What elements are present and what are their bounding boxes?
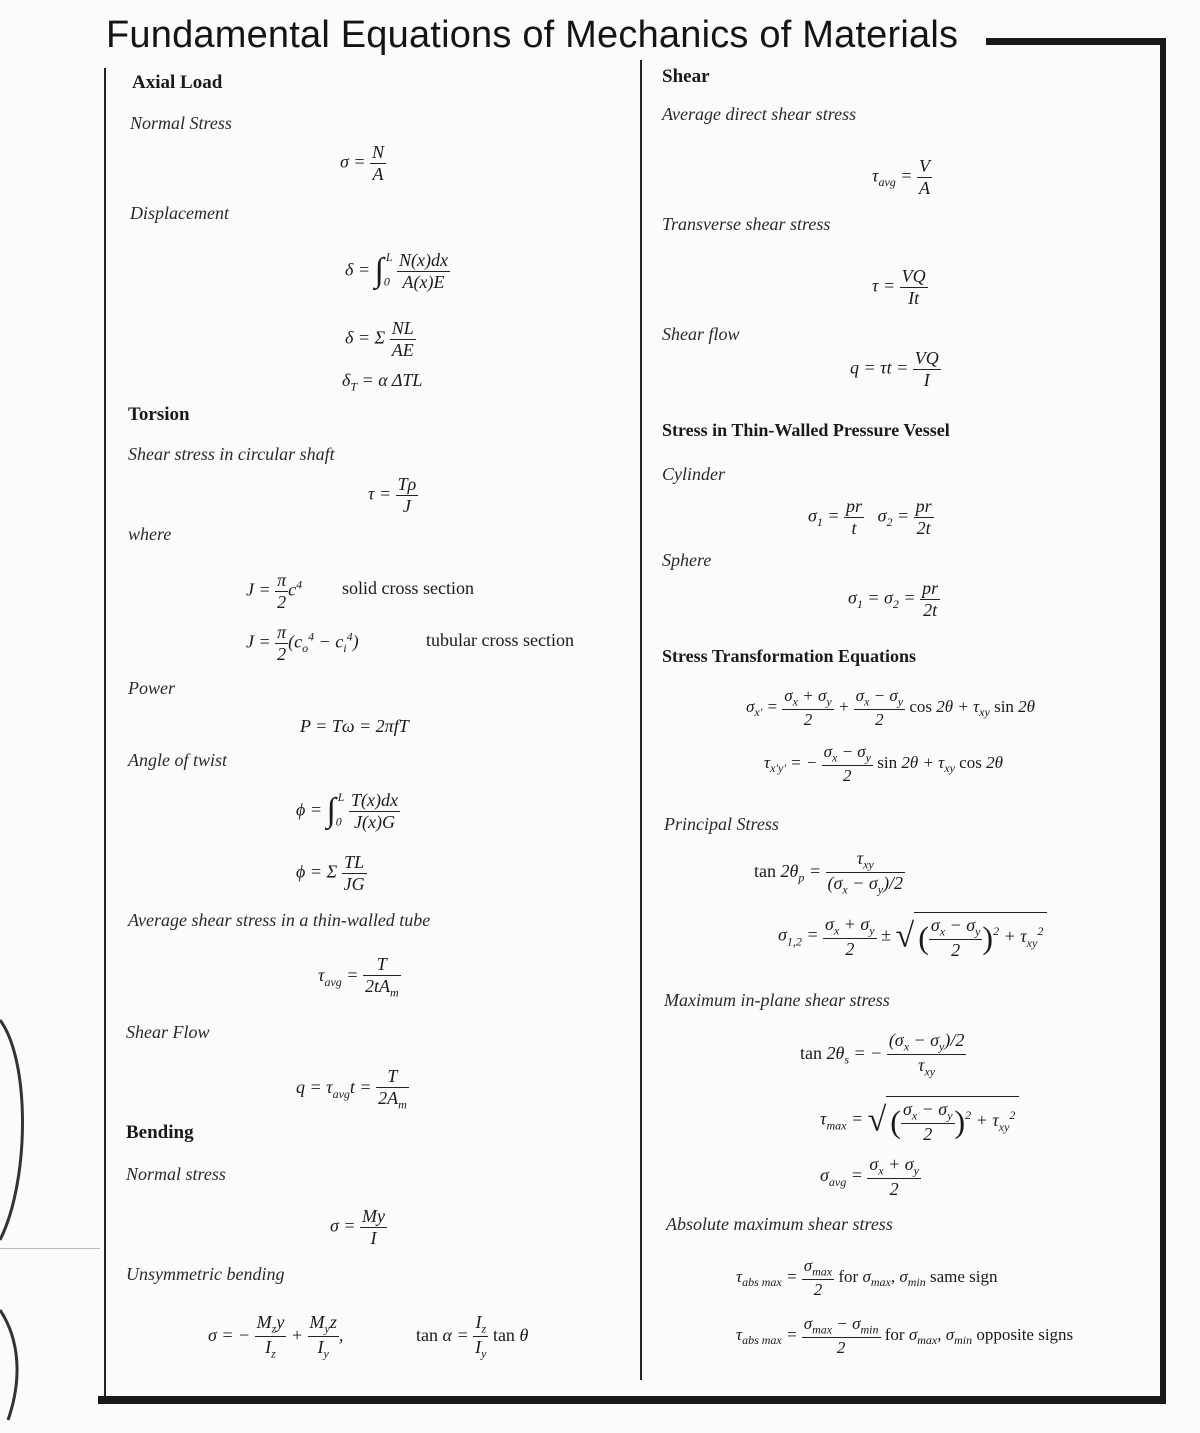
- eq-unsym-bending: σ = − $\frac{M_zy}{I_z}$ + $\frac{M_yz}{I_y}$ ,: [208, 1312, 344, 1361]
- shear-flow-right-label: Shear flow: [662, 324, 740, 344]
- vessel-heading: Stress in Thin-Walled Pressure Vessel: [662, 420, 950, 440]
- angle-twist-label: Angle of twist: [128, 750, 227, 770]
- frame-right: [1160, 38, 1166, 1398]
- opposite-signs-label: opposite signs: [976, 1324, 1074, 1344]
- eq-transform-shear: $\tau_{x'y'}$ = − $\frac{\sigma_x - \sigma_y}{2}$ $\sin 2\theta + \tau_{xy}$ cos 2θ: [764, 742, 1003, 786]
- tubular-label: tubular cross section: [426, 630, 574, 650]
- eq-thermal: $\delta_T = \alpha$ ΔTL: [342, 370, 423, 394]
- eq-angle-integral: $\phi = \int_0^L$ $\frac{T(x)dx}{J(x)G}$: [296, 790, 398, 832]
- eq-neutral-axis: tan α = $\frac{I_z}{I_y}$ tan θ: [416, 1312, 529, 1361]
- transform-heading: Stress Transformation Equations: [662, 646, 917, 666]
- bending-normal-label: Normal stress: [126, 1164, 226, 1184]
- eq-sphere: $\sigma_1 = \sigma_2$ = $\frac{pr}{2t}$: [848, 578, 939, 620]
- avg-direct-label: Average direct shear stress: [662, 104, 857, 124]
- eq-displacement-sum: δ = Σ $\frac{NL}{AE}$: [345, 318, 414, 360]
- cylinder-label: Cylinder: [662, 464, 725, 484]
- eq-torsion-shear: τ = $\frac{T\rho}{J}$: [368, 474, 417, 516]
- eq-normal-stress: σ = $\frac{N}{A}$: [340, 142, 385, 184]
- eq-max-inplane-shear: $\tau_{max}$ = √ ( $\frac{\sigma_x - \sigma_y}{2}$ )$^2 + \tau_{xy}^2$: [820, 1096, 1019, 1145]
- eq-transverse-shear: τ = $\frac{VQ}{It}$: [872, 266, 926, 308]
- power-label: Power: [128, 678, 175, 698]
- normal-stress-label: Normal Stress: [130, 113, 232, 133]
- column-divider: [640, 60, 642, 1380]
- max-inplane-label: Maximum in-plane shear stress: [664, 990, 890, 1010]
- eq-power: P = Tω = 2πfT: [300, 716, 409, 736]
- eq-abs-max-opposite: $\tau_{abs max}$ = $\frac{\sigma_{max} - \sigma_{min}}{2}$ for $\sigma_{max}$, $\sigma_{min}$ opposite signs: [736, 1314, 1074, 1358]
- eq-principal-stress: $\sigma_{1,2}$ = $\frac{\sigma_x + \sigma_y}{2}$ ± √ ( $\frac{\sigma_x - \sigma_y}{2}$ )$^2 + \tau_{xy}^2$: [778, 912, 1047, 961]
- eq-flexure: σ = $\frac{My}{I}$: [330, 1206, 386, 1248]
- eq-angle-sum: ϕ = Σ $\frac{TL}{JG}$: [296, 852, 365, 894]
- eq-transform-normal: $\sigma_{x'}$ = $\frac{\sigma_x + \sigma_y}{2}$ + $\frac{\sigma_x - \sigma_y}{2}$ $\cos 2\theta + \tau_{xy}$ sin 2θ: [746, 686, 1036, 730]
- sphere-label: Sphere: [662, 550, 712, 570]
- same-sign-label: same sign: [930, 1266, 998, 1286]
- page-title: Fundamental Equations of Mechanics of Materials: [106, 14, 959, 56]
- eq-abs-max-same: $\tau_{abs max}$ = $\frac{\sigma_{max}}{2}$ for $\sigma_{max}$, $\sigma_{min}$ same sign: [736, 1256, 998, 1300]
- transverse-label: Transverse shear stress: [662, 214, 831, 234]
- eq-avg-normal: $\sigma_{avg}$ = $\frac{\sigma_x + \sigma_y}{2}$: [820, 1154, 919, 1200]
- eq-shear-flow: q = τt = $\frac{VQ}{I}$: [850, 348, 939, 390]
- torsion-heading: Torsion: [128, 404, 190, 425]
- shear-circular-label: Shear stress in circular shaft: [128, 444, 335, 464]
- shear-flow-label: Shear Flow: [126, 1022, 210, 1042]
- displacement-label: Displacement: [130, 203, 229, 223]
- background-line: [0, 1248, 100, 1249]
- axial-load-heading: Axial Load: [132, 72, 223, 93]
- eq-principal-angle: $\tan 2\theta_p$ = $\frac{\tau_{xy}}{(\sigma_x - \sigma_y)/2}$: [754, 848, 904, 897]
- solid-label: solid cross section: [342, 578, 474, 598]
- bending-heading: Bending: [126, 1122, 194, 1143]
- eq-avg-direct-shear: $\tau_{avg}$ = $\frac{V}{A}$: [872, 156, 930, 198]
- abs-max-label: Absolute maximum shear stress: [666, 1214, 893, 1234]
- where-label: where: [128, 524, 172, 544]
- unsym-label: Unsymmetric bending: [126, 1264, 285, 1284]
- eq-shear-flow-torsion: $q = \tau_{avg}t$ = $\frac{T}{2A_m}$: [296, 1066, 407, 1112]
- frame-left: [104, 68, 106, 1398]
- frame-bottom: [98, 1396, 1166, 1404]
- eq-polar-tubular: J = $\frac{\pi}{2}$ $(c_o^4 - c_i^4)$: [246, 622, 359, 664]
- eq-displacement-integral: $\delta = \int_0^L$ $\frac{N(x)dx}{A(x)E}$: [345, 250, 449, 292]
- title-rule: [986, 38, 1166, 45]
- eq-polar-solid: J = $\frac{\pi}{2}$ $c^4$: [246, 570, 303, 612]
- shear-heading: Shear: [662, 66, 710, 87]
- eq-max-shear-angle: $\tan 2\theta_s$ = − $\frac{(\sigma_x - \sigma_y)/2}{\tau_{xy}}$: [800, 1030, 965, 1079]
- avg-thin-label: Average shear stress in a thin-walled tube: [128, 910, 431, 930]
- background-binder-edge: [0, 980, 40, 1428]
- principal-label: Principal Stress: [664, 814, 779, 834]
- eq-thin-tube: $\tau_{avg}$ = $\frac{T}{2tA_m}$: [318, 954, 399, 1000]
- eq-cylinder: $\sigma_1$ = $\frac{pr}{t}$ $\sigma_2$ = $\frac{pr}{2t}$: [808, 496, 932, 538]
